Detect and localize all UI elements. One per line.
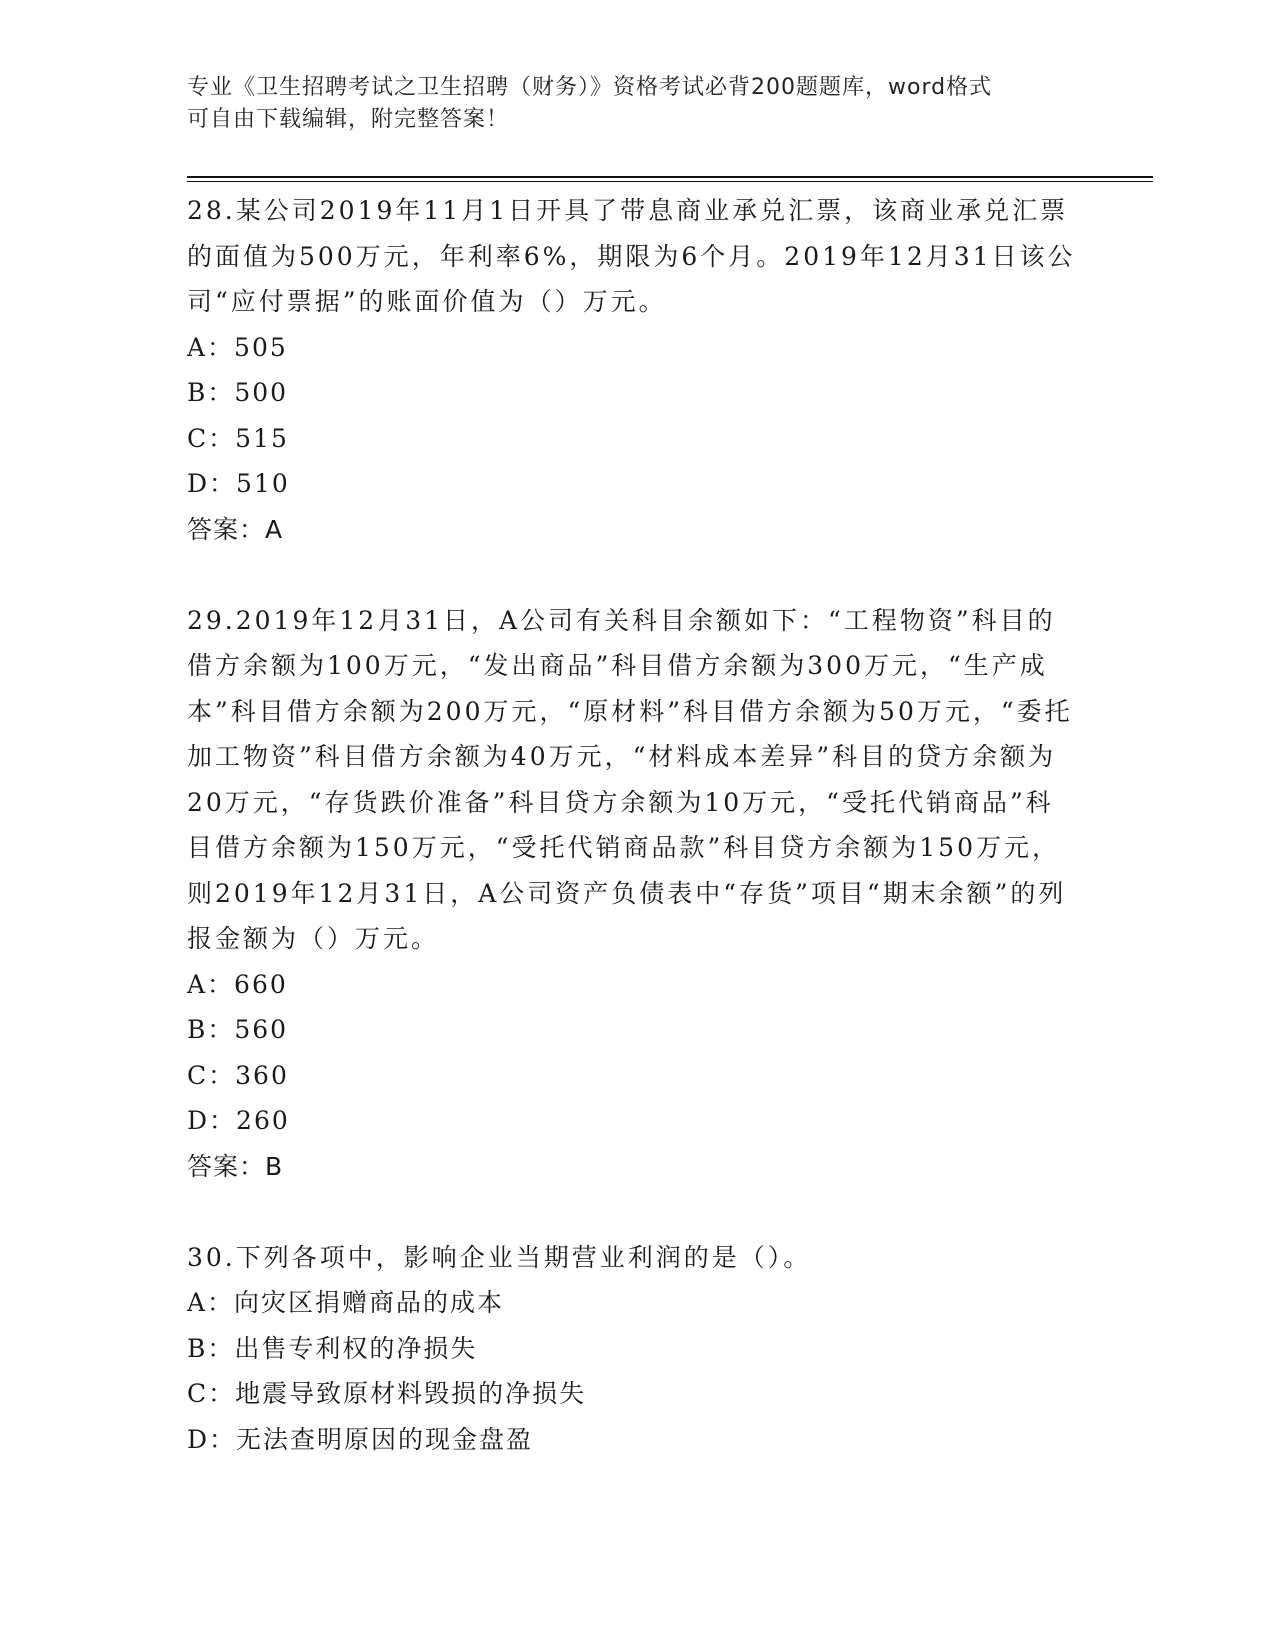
- question-29: [187, 598, 1077, 1190]
- option-b: B：出售专利权的净损失: [187, 1333, 478, 1363]
- option-c: C：地震导致原材料毁损的净损失: [187, 1379, 587, 1408]
- question-stem: 30.下列各项中，影响企业当期营业利润的是（）。: [187, 1242, 812, 1272]
- option-c: C：360: [187, 1060, 289, 1090]
- header-line-1: 专业《卫生招聘考试之卫生招聘（财务）》资格考试必背200题题库，word格式: [187, 75, 993, 100]
- option-b: B：560: [187, 1015, 289, 1044]
- option-d: D：无法查明原因的现金盘盈: [187, 1424, 534, 1454]
- question-stem: 28.某公司2019年11月1日开具了带息商业承兑汇票，该商业承兑汇票的面值为500万元，年利率6%，期限为6个月。2019年12月31日该公司“应付票据”的账面价值为（）万元。: [187, 196, 1076, 316]
- option-d: D：510: [187, 469, 290, 498]
- option-b: B：500: [187, 378, 289, 407]
- answer-line: 答案：B: [187, 1151, 284, 1181]
- option-c: C：515: [187, 423, 289, 453]
- option-a: A：660: [187, 969, 288, 999]
- question-30: [187, 1235, 1077, 1463]
- question-stem: 29.2019年12月31日，A公司有关科目余额如下：“工程物资”科目的借方余额为100万元，“发出商品”科目借方余额为300万元，“生产成本”科目借方余额为200万元，“原材料”科目借方余额为50万元，“委托加工物资”科目借方余额为40万元，“材料成本差异”科目的贷方余额为20万元，“存货跌价准备”科目贷方余额为10万元，“受托代销商品”科目借方余额为150万元，“受托代销商品款”科目贷方余额为150万元，则2019年12月31日，A公司资产负债表中“存货”项目“期末余额”的列报金额为（）万元。: [187, 605, 1073, 953]
- option-a: A：505: [187, 332, 288, 362]
- question-spacer: [187, 552, 1077, 598]
- header-divider-thick: [187, 176, 1153, 178]
- option-d: D：260: [187, 1106, 290, 1135]
- question-spacer: [187, 1189, 1077, 1235]
- header-divider-thin: [187, 181, 1153, 182]
- answer-line: 答案：A: [187, 514, 284, 544]
- question-list: [187, 188, 1077, 1462]
- question-28: [187, 188, 1077, 552]
- option-a: A：向灾区捐赠商品的成本: [187, 1288, 505, 1317]
- header-line-2: 可自由下载编辑，附完整答案！: [187, 107, 510, 132]
- document-header: [187, 72, 1067, 136]
